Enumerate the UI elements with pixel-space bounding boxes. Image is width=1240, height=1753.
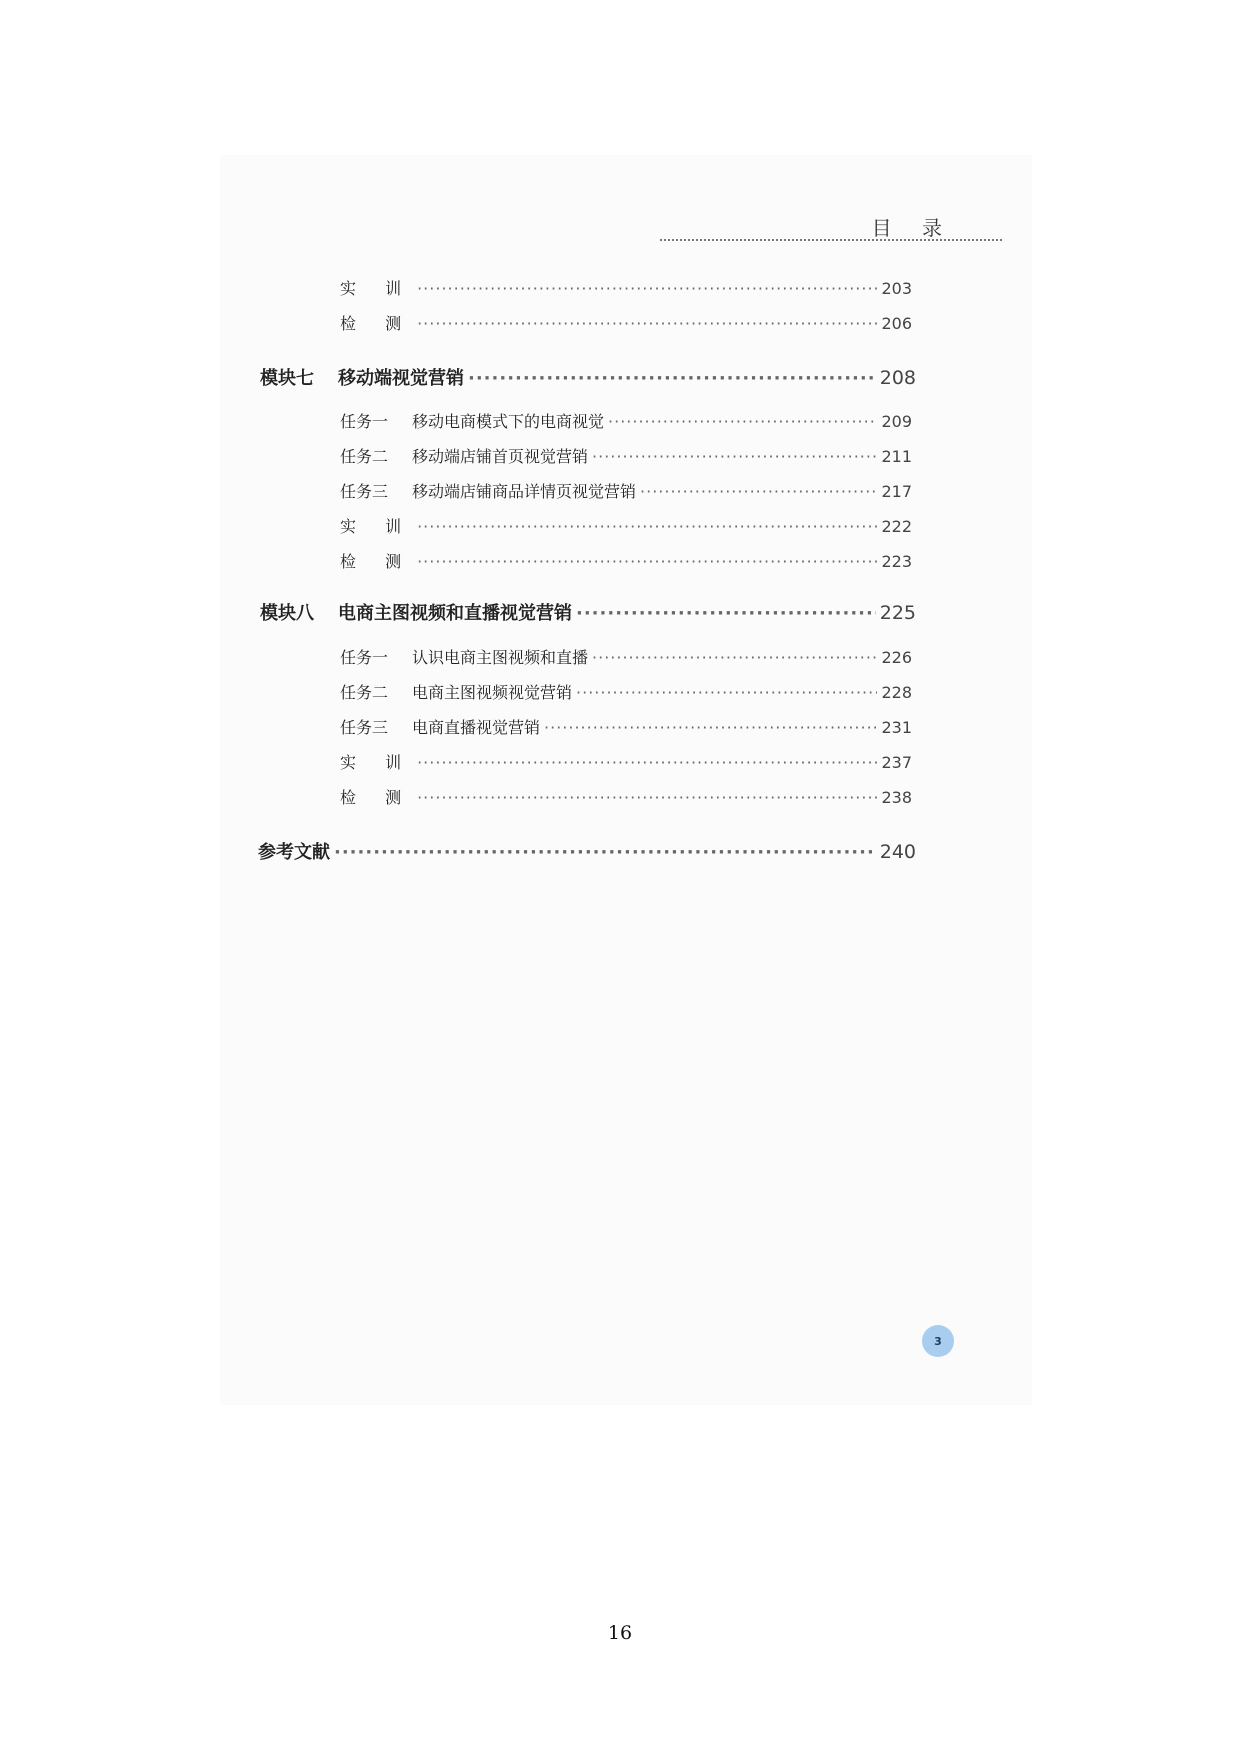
toc-task-7-1[interactable] bbox=[340, 409, 912, 433]
task-number: 任务一 bbox=[340, 412, 389, 431]
module-page: 208 bbox=[879, 367, 916, 389]
scanned-page bbox=[220, 155, 1032, 1405]
toc-header bbox=[660, 212, 1002, 242]
task-number: 任务一 bbox=[340, 648, 389, 667]
toc-entry-test[interactable] bbox=[340, 785, 912, 809]
entry-label: 检 测 bbox=[340, 552, 414, 571]
entry-page: 222 bbox=[881, 517, 912, 536]
toc-module-8[interactable] bbox=[260, 599, 916, 623]
task-page: 226 bbox=[881, 648, 912, 667]
leader-dots bbox=[417, 279, 877, 298]
leader-dots bbox=[417, 517, 877, 536]
task-page: 217 bbox=[881, 482, 912, 501]
module-number: 模块七 bbox=[260, 368, 314, 389]
task-page: 211 bbox=[881, 447, 912, 466]
toc-task-7-3[interactable] bbox=[340, 479, 912, 503]
toc-task-8-1[interactable] bbox=[340, 645, 912, 669]
toc-module-7[interactable] bbox=[260, 364, 916, 388]
leader-dots bbox=[592, 447, 877, 466]
toc-task-7-2[interactable] bbox=[340, 444, 912, 468]
task-title: 移动端店铺商品详情页视觉营销 bbox=[412, 482, 637, 501]
task-number: 任务二 bbox=[340, 447, 389, 466]
toc-references[interactable] bbox=[258, 838, 916, 862]
leader-dots bbox=[544, 718, 877, 737]
leader-dots bbox=[640, 482, 877, 501]
entry-page: 238 bbox=[881, 788, 912, 807]
toc-task-8-2[interactable] bbox=[340, 680, 912, 704]
entry-page: 237 bbox=[881, 753, 912, 772]
document-page-number: 16 bbox=[607, 1622, 633, 1644]
module-number: 模块八 bbox=[260, 603, 314, 624]
task-number: 任务二 bbox=[340, 683, 389, 702]
leader-dots bbox=[608, 412, 877, 431]
entry-label: 实 训 bbox=[340, 753, 414, 772]
task-title: 认识电商主图视频和直播 bbox=[412, 648, 589, 667]
leader-dots bbox=[592, 648, 877, 667]
toc-entry-test[interactable] bbox=[340, 549, 912, 573]
entry-label: 检 测 bbox=[340, 788, 414, 807]
module-page: 225 bbox=[879, 602, 916, 624]
leader-dots bbox=[468, 368, 876, 389]
book-page-badge: 3 bbox=[922, 1325, 954, 1357]
leader-dots bbox=[417, 753, 877, 772]
entry-label: 实 训 bbox=[340, 279, 414, 298]
task-page: 231 bbox=[881, 718, 912, 737]
leader-dots bbox=[576, 683, 877, 702]
task-number: 任务三 bbox=[340, 718, 389, 737]
task-page: 228 bbox=[881, 683, 912, 702]
entry-label: 检 测 bbox=[340, 314, 414, 333]
entry-page: 206 bbox=[881, 314, 912, 333]
leader-dots bbox=[417, 314, 877, 333]
toc-entry-training[interactable] bbox=[340, 514, 912, 538]
references-page: 240 bbox=[879, 841, 916, 863]
task-title: 电商直播视觉营销 bbox=[412, 718, 541, 737]
leader-dots bbox=[417, 552, 877, 571]
module-title: 电商主图视频和直播视觉营销 bbox=[338, 603, 572, 624]
entry-page: 203 bbox=[881, 279, 912, 298]
toc-title: 目 录 bbox=[871, 216, 954, 240]
toc-entry-test[interactable] bbox=[340, 311, 912, 335]
task-title: 移动端店铺首页视觉营销 bbox=[412, 447, 589, 466]
toc-entry-training[interactable] bbox=[340, 750, 912, 774]
references-title: 参考文献 bbox=[258, 842, 330, 863]
toc-entry-training[interactable] bbox=[340, 276, 912, 300]
task-title: 移动电商模式下的电商视觉 bbox=[412, 412, 605, 431]
task-title: 电商主图视频视觉营销 bbox=[412, 683, 573, 702]
task-page: 209 bbox=[881, 412, 912, 431]
entry-page: 223 bbox=[881, 552, 912, 571]
leader-dots bbox=[334, 842, 876, 863]
task-number: 任务三 bbox=[340, 482, 389, 501]
module-title: 移动端视觉营销 bbox=[338, 368, 464, 389]
leader-dots bbox=[417, 788, 877, 807]
entry-label: 实 训 bbox=[340, 517, 414, 536]
leader-dots bbox=[576, 603, 876, 624]
header-dotted-rule bbox=[660, 239, 1002, 241]
toc-task-8-3[interactable] bbox=[340, 715, 912, 739]
